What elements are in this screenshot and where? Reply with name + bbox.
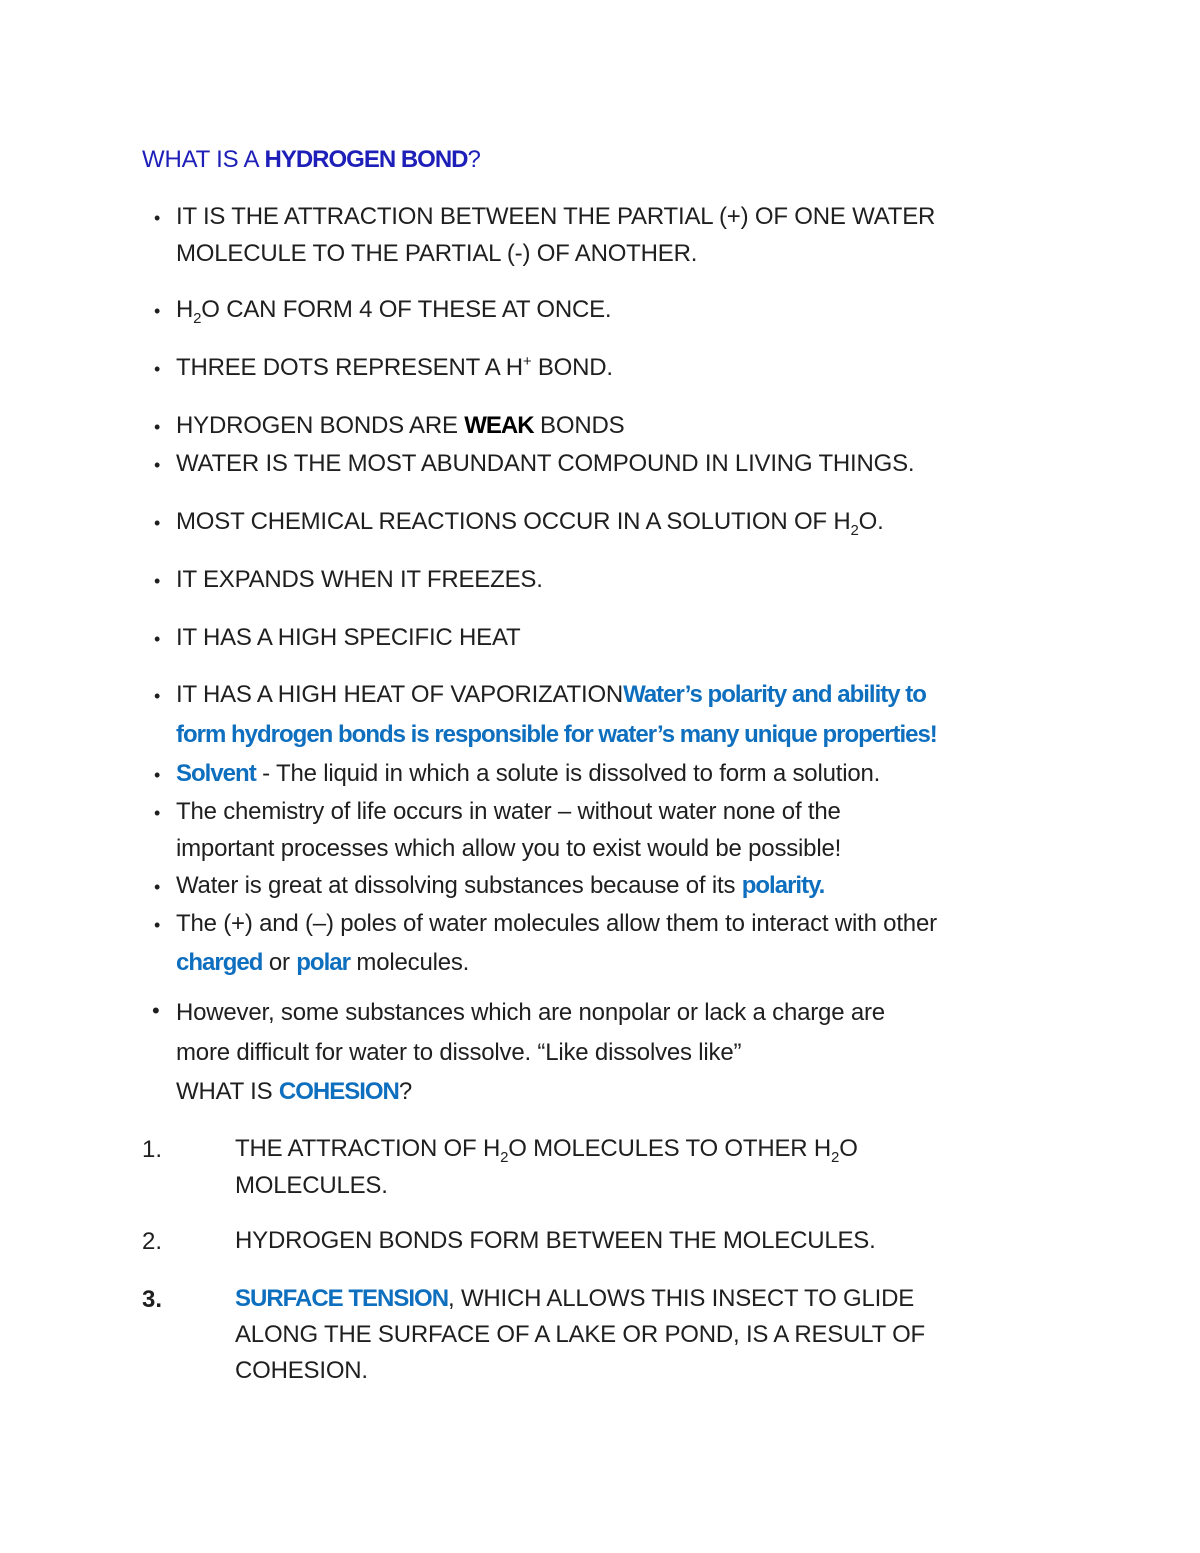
bullet-icon: • [154, 629, 161, 649]
list-item-continued: more difficult for water to dissolve. “Like dissolves like” [176, 1039, 742, 1066]
bullet-icon: • [152, 998, 160, 1023]
numbered-item [235, 1284, 914, 1314]
list-item [176, 295, 611, 325]
list-item: The chemistry of life occurs in water – without water none of the [176, 798, 841, 825]
heading-cohesion [176, 1077, 412, 1107]
bullet-icon: • [154, 765, 161, 785]
numbered-item-continued: ALONG THE SURFACE OF A LAKE OR POND, IS A RESULT OF [235, 1321, 925, 1348]
list-item-continued [176, 948, 469, 978]
subscript: 2 [850, 521, 859, 539]
list-item: IT EXPANDS WHEN IT FREEZES. [176, 566, 543, 593]
bullet-icon: • [154, 877, 161, 897]
list-item: WATER IS THE MOST ABUNDANT COMPOUND IN LIVING THINGS. [176, 450, 915, 477]
text-run: or [262, 949, 297, 976]
numbered-item-continued: MOLECULES. [235, 1172, 388, 1199]
heading-prefix: WHAT IS A [142, 146, 265, 173]
bold-text: WEAK [464, 412, 534, 439]
bullet-icon: • [154, 571, 161, 591]
text-run: O MOLECULES TO OTHER H [508, 1135, 832, 1162]
term-polar: polar [296, 949, 350, 976]
term-charged: charged [176, 949, 263, 976]
heading-prefix: WHAT IS [176, 1078, 279, 1105]
heading-term: HYDROGEN BOND [264, 146, 468, 173]
text-run: H [176, 296, 194, 323]
heading-suffix: ? [467, 146, 481, 173]
heading-suffix: ? [398, 1078, 413, 1105]
text-run: MOST CHEMICAL REACTIONS OCCUR IN A SOLUTION OF H [176, 508, 851, 535]
list-item [176, 507, 884, 537]
text-run: O. [858, 508, 884, 535]
list-item: The (+) and (–) poles of water molecules allow them to interact with other [176, 910, 937, 937]
highlight-text: Water’s polarity and ability to [623, 681, 926, 708]
list-number: 1. [142, 1136, 163, 1163]
numbered-item: HYDROGEN BONDS FORM BETWEEN THE MOLECULES. [235, 1227, 876, 1254]
list-number: 3. [142, 1286, 163, 1313]
text-run: IT HAS A HIGH HEAT OF VAPORIZATION [176, 681, 624, 708]
bullet-icon: • [154, 417, 161, 437]
text-run: O CAN FORM 4 OF THESE AT ONCE. [201, 296, 612, 323]
list-item: However, some substances which are nonpolar or lack a charge are [176, 999, 885, 1026]
bullet-icon: • [154, 455, 161, 475]
text-run: molecules. [349, 949, 470, 976]
heading-term: COHESION [278, 1078, 399, 1105]
text-run: THE ATTRACTION OF H [235, 1135, 501, 1162]
list-number: 2. [142, 1228, 163, 1255]
term-solvent: Solvent [176, 760, 256, 787]
bullet-icon: • [154, 803, 161, 823]
numbered-item [235, 1134, 858, 1164]
term-surface-tension: SURFACE TENSION [235, 1285, 449, 1312]
list-item [176, 871, 824, 901]
text-run: - The liquid in which a solute is dissolved to form a solution. [255, 760, 881, 787]
subscript: 2 [193, 309, 202, 327]
text-run: O [839, 1135, 858, 1162]
subscript: 2 [500, 1148, 509, 1166]
text-run: HYDROGEN BONDS ARE [176, 412, 465, 439]
text-run: BOND. [531, 354, 613, 381]
list-item: IT IS THE ATTRACTION BETWEEN THE PARTIAL (+) OF ONE WATER [176, 203, 936, 230]
heading-hydrogen-bond [142, 145, 481, 175]
term-polarity: polarity. [741, 872, 825, 899]
text-run: THREE DOTS REPRESENT A H [176, 354, 523, 381]
bullet-icon: • [154, 208, 161, 228]
bullet-icon: • [154, 915, 161, 935]
text-run: Water is great at dissolving substances because of its [176, 872, 742, 899]
bullet-icon: • [154, 513, 161, 533]
list-item: IT HAS A HIGH SPECIFIC HEAT [176, 624, 521, 651]
text-run: , WHICH ALLOWS THIS INSECT TO GLIDE [448, 1285, 915, 1312]
list-item-continued: MOLECULE TO THE PARTIAL (-) OF ANOTHER. [176, 240, 698, 267]
superscript: + [522, 353, 532, 370]
list-item-continued: important processes which allow you to exist would be possible! [176, 835, 842, 862]
bullet-icon: • [154, 359, 161, 379]
bullet-icon: • [154, 301, 161, 321]
text-run: BONDS [533, 412, 625, 439]
subscript: 2 [831, 1148, 840, 1166]
bullet-icon: • [154, 686, 161, 706]
list-item [176, 759, 880, 789]
numbered-item-continued: COHESION. [235, 1357, 368, 1384]
list-item [176, 353, 613, 383]
highlight-text-continued: form hydrogen bonds is responsible for water’s many unique properties! [176, 721, 937, 748]
list-item [176, 411, 624, 441]
list-item [176, 680, 926, 710]
